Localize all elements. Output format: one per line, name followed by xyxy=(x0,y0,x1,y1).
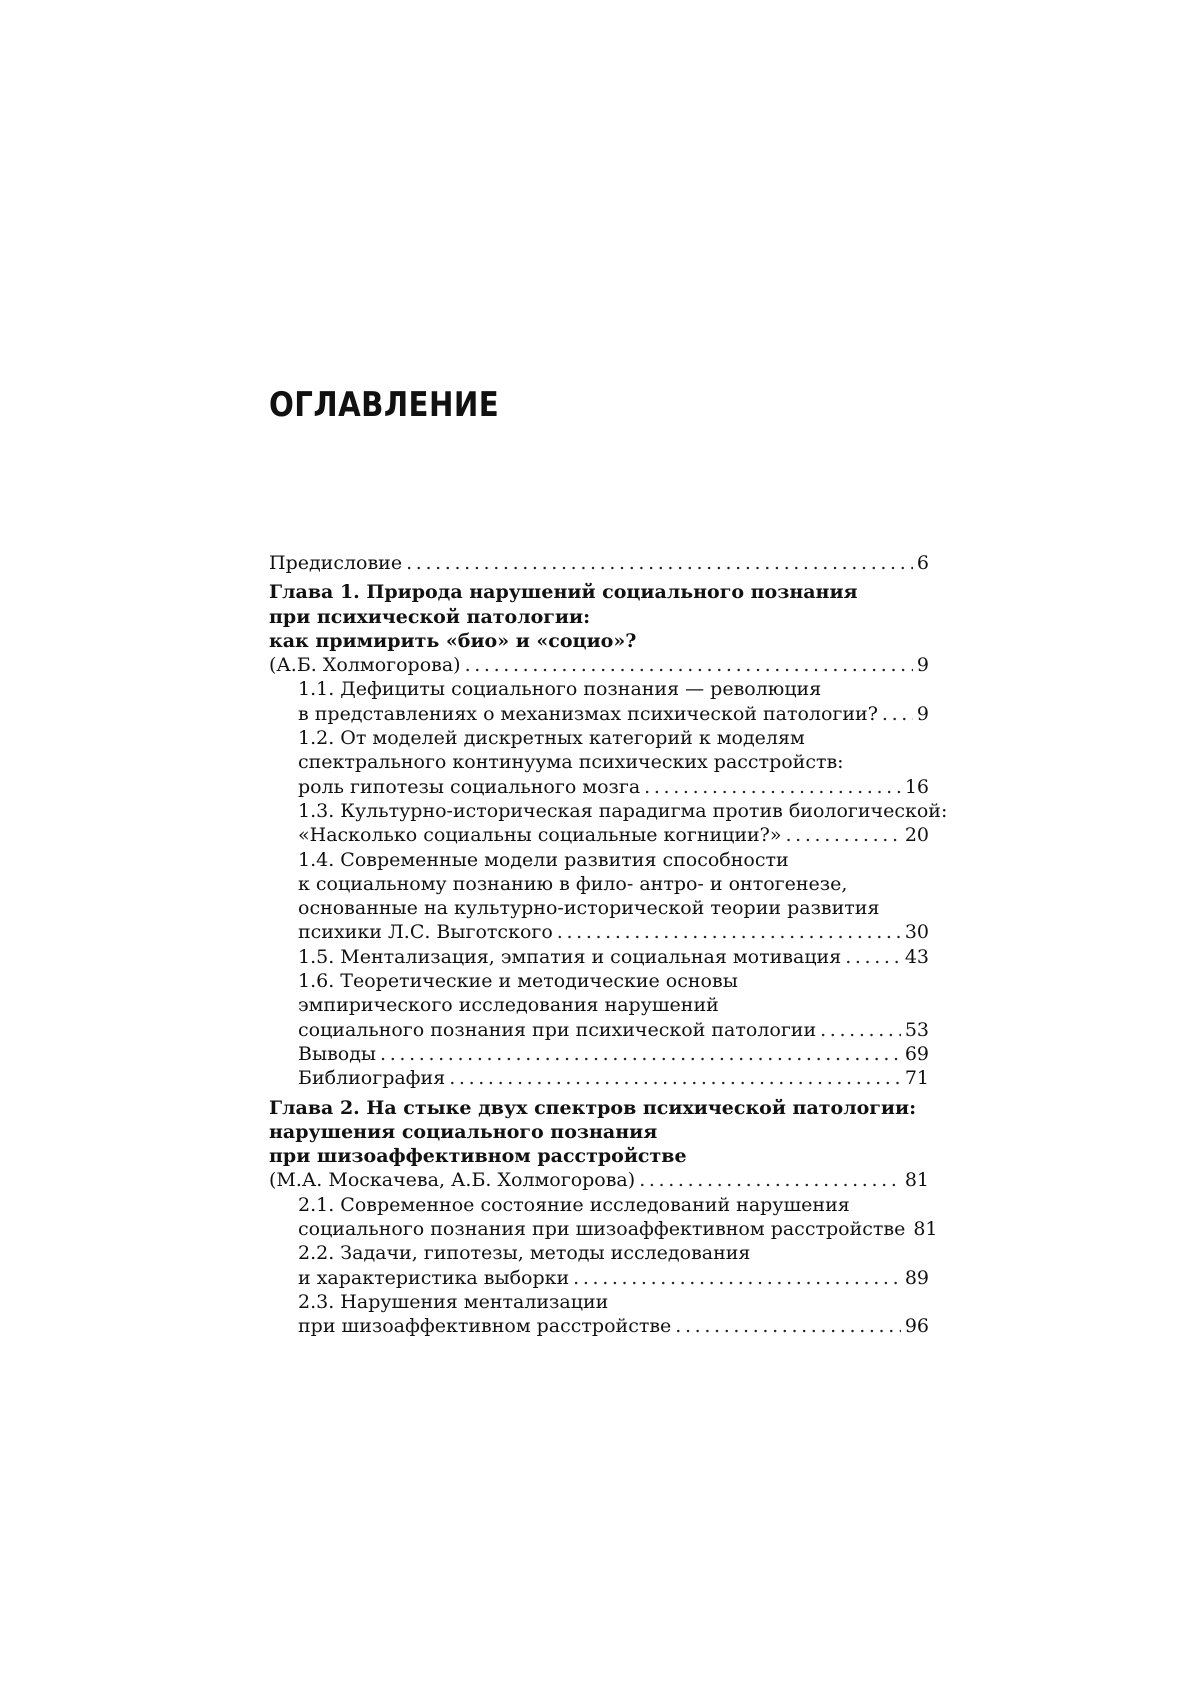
table-of-contents xyxy=(269,551,948,1339)
toc-line xyxy=(298,920,929,944)
toc-line xyxy=(298,1266,929,1290)
toc-entry-text: спектрального континуума психических расстройств: xyxy=(298,751,844,774)
toc-page-number: 30 xyxy=(904,921,929,944)
toc-page-number: 96 xyxy=(904,1315,929,1338)
toc-entry-text: и характеристика выборки xyxy=(298,1266,570,1289)
toc-line xyxy=(269,1168,929,1192)
dot-leader xyxy=(845,945,901,969)
dot-leader xyxy=(644,775,901,799)
toc-line xyxy=(298,1042,929,1066)
toc-entry-text: при шизоаффективном расстройстве xyxy=(269,1145,687,1168)
toc-entry-text: к социальному познанию в фило- антро- и онтогенезе, xyxy=(298,872,848,895)
toc-entry-text: Выводы xyxy=(298,1042,377,1065)
toc-entry-text: 1.1. Дефициты социального познания — революция xyxy=(298,678,822,701)
toc-section xyxy=(269,677,929,726)
toc-page-number: 81 xyxy=(913,1218,938,1241)
dot-leader xyxy=(786,823,901,847)
toc-section xyxy=(269,969,929,1042)
toc-line xyxy=(298,1066,929,1090)
toc-entry-text: 2.1. Современное состояние исследований нарушения xyxy=(298,1193,850,1216)
toc-page-number: 53 xyxy=(904,1018,929,1041)
toc-authors xyxy=(269,653,929,677)
toc-entry-text: 1.5. Ментализация, эмпатия и социальная мотивация xyxy=(298,945,842,968)
toc-entry-text: 1.2. От моделей дискретных категорий к моделям xyxy=(298,727,805,750)
toc-entry-text: роль гипотезы социального мозга xyxy=(298,775,641,798)
toc-entry-text: 2.3. Нарушения ментализации xyxy=(298,1290,609,1313)
dot-leader xyxy=(406,551,913,575)
toc-entry-text: психики Л.С. Выготского xyxy=(298,921,553,944)
toc-line xyxy=(298,1314,929,1338)
toc-line xyxy=(298,945,929,969)
toc-page-number: 89 xyxy=(904,1266,929,1289)
toc-line xyxy=(298,1018,929,1042)
toc-line xyxy=(298,823,929,847)
toc-section xyxy=(269,1241,929,1290)
toc-section xyxy=(269,945,929,969)
toc-entry-text: (А.Б. Холмогорова) xyxy=(269,654,461,677)
dot-leader xyxy=(465,653,913,677)
dot-leader xyxy=(573,1266,901,1290)
toc-chapter xyxy=(269,1096,929,1169)
toc-entry-text: в представлениях о механизмах психической патологии? xyxy=(298,702,878,725)
toc-page-number: 81 xyxy=(904,1169,929,1192)
toc-page-number: 20 xyxy=(904,824,929,847)
toc-page-number: 43 xyxy=(904,945,929,968)
toc-section xyxy=(269,1066,929,1090)
page-title: ОГЛАВЛЕНИЕ xyxy=(269,385,500,425)
toc-section xyxy=(269,799,948,848)
toc-section xyxy=(269,1290,929,1339)
dot-leader xyxy=(380,1042,901,1066)
toc-entry-text: как примирить «био» и «социо»? xyxy=(269,629,637,652)
toc-page-number: 9 xyxy=(916,702,929,725)
toc-entry-text: при шизоаффективном расстройстве xyxy=(298,1315,672,1338)
toc-entry-text: 1.3. Культурно-историческая парадигма против биологической: xyxy=(298,799,948,822)
toc-page-number: 71 xyxy=(904,1067,929,1090)
toc-line xyxy=(298,702,929,726)
toc-line xyxy=(298,1217,938,1241)
toc-section xyxy=(269,1042,929,1066)
dot-leader xyxy=(557,920,901,944)
toc-entry-text: 1.4. Современные модели развития способности xyxy=(298,848,789,871)
toc-line xyxy=(269,551,929,575)
toc-section xyxy=(269,848,929,945)
toc-entry-text: «Насколько социальны социальные когниции?» xyxy=(298,824,782,847)
dot-leader xyxy=(882,702,913,726)
dot-leader xyxy=(639,1168,901,1192)
toc-entry-text: Библиография xyxy=(298,1067,446,1090)
toc-entry-text: при психической патологии: xyxy=(269,605,591,628)
dot-leader xyxy=(675,1314,901,1338)
toc-line xyxy=(269,653,929,677)
toc-entry-text: 2.2. Задачи, гипотезы, методы исследования xyxy=(298,1242,751,1265)
toc-page-number: 6 xyxy=(916,552,929,574)
toc-entry-text: эмпирического исследования нарушений xyxy=(298,994,719,1017)
toc-section xyxy=(269,1193,938,1242)
dot-leader xyxy=(449,1066,901,1090)
toc-chapter xyxy=(269,551,929,575)
toc-entry-text: Глава 2. На стыке двух спектров психической патологии: xyxy=(269,1096,917,1119)
toc-page-number: 9 xyxy=(916,654,929,677)
toc-authors xyxy=(269,1168,929,1192)
toc-entry-text: Глава 1. Природа нарушений социального познания xyxy=(269,581,858,604)
toc-entry-text: социального познания при психической патологии xyxy=(298,1018,817,1041)
toc-entry-text: социального познания при шизоаффективном расстройстве xyxy=(298,1218,906,1241)
toc-page-number: 69 xyxy=(904,1042,929,1065)
toc-entry-text: основанные на культурно-исторической теории развития xyxy=(298,897,880,920)
toc-chapter xyxy=(269,580,929,653)
toc-entry-text: нарушения социального познания xyxy=(269,1120,658,1143)
toc-page-number: 16 xyxy=(904,775,929,798)
toc-entry-text: (М.А. Москачева, А.Б. Холмогорова) xyxy=(269,1169,636,1192)
dot-leader xyxy=(820,1018,901,1042)
toc-section xyxy=(269,726,929,799)
toc-line xyxy=(298,775,929,799)
toc-entry-text: Предисловие xyxy=(269,552,403,574)
toc-entry-text: 1.6. Теоретические и методические основы xyxy=(298,970,738,993)
